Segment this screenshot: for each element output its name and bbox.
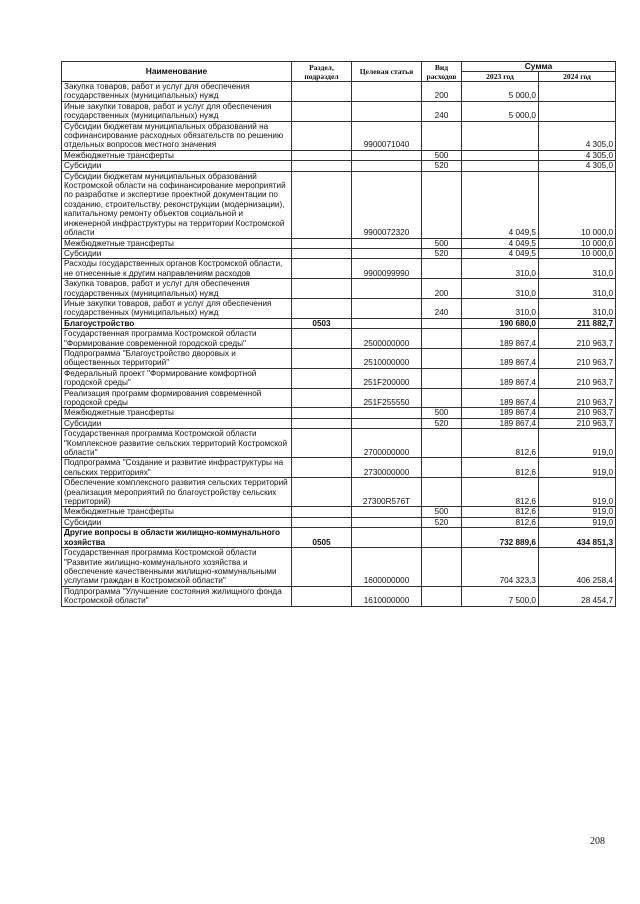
table-row bbox=[62, 517, 616, 527]
row-expense-type bbox=[422, 171, 462, 238]
row-section: 0503 bbox=[292, 318, 352, 328]
row-target-article bbox=[352, 418, 422, 428]
row-sum-2024: 210 963,7 bbox=[539, 418, 616, 428]
row-sum-2023: 189 867,4 bbox=[462, 388, 539, 408]
row-section bbox=[292, 507, 352, 517]
row-sum-2024: 210 963,7 bbox=[539, 348, 616, 368]
row-name: Межбюджетные трансферты bbox=[62, 507, 292, 517]
row-section bbox=[292, 121, 352, 150]
table-row bbox=[62, 259, 616, 279]
row-sum-2023: 4 049,5 bbox=[462, 248, 539, 258]
header-expense-type: Вид расходов bbox=[422, 62, 462, 82]
row-name: Иные закупки товаров, работ и услуг для обеспечения государственных (муниципальных) нужд bbox=[62, 101, 292, 121]
row-target-article bbox=[352, 528, 422, 548]
table-row bbox=[62, 548, 616, 587]
table-row bbox=[62, 528, 616, 548]
table-row bbox=[62, 298, 616, 318]
table-row bbox=[62, 238, 616, 248]
row-expense-type: 240 bbox=[422, 101, 462, 121]
row-sum-2023: 812,6 bbox=[462, 517, 539, 527]
row-section bbox=[292, 248, 352, 258]
row-name: Расходы государственных органов Костромской области, не отнесенные к другим направлениям расходов bbox=[62, 259, 292, 279]
row-sum-2023: 4 049,5 bbox=[462, 171, 539, 238]
row-sum-2024: 28 454,7 bbox=[539, 586, 616, 606]
row-sum-2024: 4 305,0 bbox=[539, 161, 616, 171]
table-row bbox=[62, 418, 616, 428]
row-expense-type: 500 bbox=[422, 408, 462, 418]
row-target-article bbox=[352, 101, 422, 121]
row-name: Субсидии bbox=[62, 161, 292, 171]
row-name: Субсидии бюджетам муниципальных образований на софинансирование расходных обязательств по решению отдельных вопросов местного значения bbox=[62, 121, 292, 150]
row-name: Благоустройство bbox=[62, 318, 292, 328]
table-row bbox=[62, 121, 616, 150]
row-section bbox=[292, 548, 352, 587]
row-sum-2024: 434 851,3 bbox=[539, 528, 616, 548]
table-row bbox=[62, 586, 616, 606]
row-target-article: 1600000000 bbox=[352, 548, 422, 587]
row-sum-2023: 310,0 bbox=[462, 298, 539, 318]
row-sum-2024: 210 963,7 bbox=[539, 408, 616, 418]
row-target-article: 251F200000 bbox=[352, 368, 422, 388]
row-sum-2024: 406 258,4 bbox=[539, 548, 616, 587]
row-expense-type bbox=[422, 368, 462, 388]
row-sum-2024: 10 000,0 bbox=[539, 248, 616, 258]
row-expense-type bbox=[422, 121, 462, 150]
row-name: Государственная программа Костромской области "Развитие жилищно-коммунального хозяйства и обеспечение качественными жилищно-коммунальными услугами граждан в Костромской области" bbox=[62, 548, 292, 587]
row-section bbox=[292, 238, 352, 248]
row-target-article: 1610000000 bbox=[352, 586, 422, 606]
row-name: Иные закупки товаров, работ и услуг для обеспечения государственных (муниципальных) нужд bbox=[62, 298, 292, 318]
row-expense-type: 200 bbox=[422, 82, 462, 102]
row-sum-2023: 310,0 bbox=[462, 259, 539, 279]
table-row bbox=[62, 161, 616, 171]
row-name: Закупка товаров, работ и услуг для обеспечения государственных (муниципальных) нужд bbox=[62, 82, 292, 102]
row-target-article bbox=[352, 279, 422, 299]
row-expense-type: 200 bbox=[422, 279, 462, 299]
row-sum-2024: 4 305,0 bbox=[539, 121, 616, 150]
row-sum-2023: 732 889,6 bbox=[462, 528, 539, 548]
row-name: Реализация программ формирования современной городской среды bbox=[62, 388, 292, 408]
row-target-article: 27300R576T bbox=[352, 478, 422, 507]
row-sum-2023: 7 500,0 bbox=[462, 586, 539, 606]
row-sum-2023: 812,6 bbox=[462, 429, 539, 458]
row-expense-type: 520 bbox=[422, 517, 462, 527]
row-section bbox=[292, 150, 352, 160]
row-target-article bbox=[352, 161, 422, 171]
row-sum-2024: 919,0 bbox=[539, 478, 616, 507]
row-expense-type bbox=[422, 348, 462, 368]
row-name: Межбюджетные трансферты bbox=[62, 150, 292, 160]
row-sum-2024: 210 963,7 bbox=[539, 329, 616, 349]
table-row bbox=[62, 82, 616, 102]
table-row bbox=[62, 101, 616, 121]
table-row bbox=[62, 368, 616, 388]
row-sum-2024: 310,0 bbox=[539, 298, 616, 318]
table-row bbox=[62, 279, 616, 299]
table-row bbox=[62, 478, 616, 507]
row-name: Субсидии bbox=[62, 248, 292, 258]
table-row bbox=[62, 458, 616, 478]
row-target-article bbox=[352, 248, 422, 258]
row-section bbox=[292, 368, 352, 388]
row-sum-2023: 5 000,0 bbox=[462, 82, 539, 102]
row-sum-2023: 189 867,4 bbox=[462, 348, 539, 368]
row-sum-2023: 189 867,4 bbox=[462, 418, 539, 428]
row-target-article: 2730000000 bbox=[352, 458, 422, 478]
row-name: Межбюджетные трансферты bbox=[62, 238, 292, 248]
budget-table-container bbox=[61, 61, 616, 607]
row-section bbox=[292, 418, 352, 428]
row-expense-type bbox=[422, 388, 462, 408]
row-sum-2023: 5 000,0 bbox=[462, 101, 539, 121]
row-sum-2024 bbox=[539, 101, 616, 121]
row-expense-type: 520 bbox=[422, 161, 462, 171]
row-target-article: 2510000000 bbox=[352, 348, 422, 368]
row-section bbox=[292, 517, 352, 527]
row-sum-2023: 812,6 bbox=[462, 507, 539, 517]
row-sum-2024: 211 882,7 bbox=[539, 318, 616, 328]
row-sum-2024: 310,0 bbox=[539, 259, 616, 279]
row-sum-2023: 812,6 bbox=[462, 458, 539, 478]
row-sum-2023: 189 867,4 bbox=[462, 368, 539, 388]
row-expense-type: 500 bbox=[422, 238, 462, 248]
row-section bbox=[292, 408, 352, 418]
row-expense-type bbox=[422, 318, 462, 328]
row-target-article: 2700000000 bbox=[352, 429, 422, 458]
row-sum-2024: 310,0 bbox=[539, 279, 616, 299]
row-sum-2023: 189 867,4 bbox=[462, 329, 539, 349]
budget-table bbox=[61, 61, 616, 607]
row-sum-2023: 4 049,5 bbox=[462, 238, 539, 248]
table-row bbox=[62, 248, 616, 258]
row-sum-2023: 310,0 bbox=[462, 279, 539, 299]
row-target-article bbox=[352, 318, 422, 328]
header-name: Наименование bbox=[62, 62, 292, 82]
row-expense-type bbox=[422, 429, 462, 458]
row-name: Федеральный проект "Формирование комфортной городской среды" bbox=[62, 368, 292, 388]
row-target-article bbox=[352, 408, 422, 418]
row-expense-type: 240 bbox=[422, 298, 462, 318]
table-row bbox=[62, 507, 616, 517]
row-target-article: 2500000000 bbox=[352, 329, 422, 349]
header-sum: Сумма bbox=[462, 62, 616, 72]
table-row bbox=[62, 348, 616, 368]
row-sum-2024: 919,0 bbox=[539, 507, 616, 517]
row-section bbox=[292, 478, 352, 507]
row-section bbox=[292, 329, 352, 349]
row-section bbox=[292, 586, 352, 606]
row-sum-2023: 704 323,3 bbox=[462, 548, 539, 587]
row-sum-2024: 4 305,0 bbox=[539, 150, 616, 160]
row-target-article bbox=[352, 238, 422, 248]
row-sum-2024: 210 963,7 bbox=[539, 368, 616, 388]
row-sum-2024: 919,0 bbox=[539, 517, 616, 527]
row-sum-2023: 189 867,4 bbox=[462, 408, 539, 418]
table-row bbox=[62, 388, 616, 408]
row-section bbox=[292, 429, 352, 458]
table-body bbox=[62, 82, 616, 607]
row-sum-2024: 10 000,0 bbox=[539, 171, 616, 238]
row-section bbox=[292, 101, 352, 121]
row-target-article bbox=[352, 82, 422, 102]
row-name: Субсидии bbox=[62, 517, 292, 527]
table-row bbox=[62, 329, 616, 349]
header-year-2024: 2024 год bbox=[539, 72, 616, 82]
table-row bbox=[62, 150, 616, 160]
table-row bbox=[62, 318, 616, 328]
row-sum-2024 bbox=[539, 82, 616, 102]
row-expense-type: 500 bbox=[422, 150, 462, 160]
row-expense-type bbox=[422, 548, 462, 587]
row-expense-type bbox=[422, 329, 462, 349]
row-name: Подпрограмма "Улучшение состояния жилищного фонда Костромской области" bbox=[62, 586, 292, 606]
row-sum-2024: 10 000,0 bbox=[539, 238, 616, 248]
row-expense-type: 520 bbox=[422, 248, 462, 258]
table-row bbox=[62, 171, 616, 238]
row-target-article bbox=[352, 150, 422, 160]
row-expense-type bbox=[422, 458, 462, 478]
row-expense-type bbox=[422, 528, 462, 548]
row-expense-type: 500 bbox=[422, 507, 462, 517]
row-target-article: 9900099990 bbox=[352, 259, 422, 279]
row-section bbox=[292, 161, 352, 171]
header-year-2023: 2023 год bbox=[462, 72, 539, 82]
row-section: 0505 bbox=[292, 528, 352, 548]
row-name: Другие вопросы в области жилищно-коммунального хозяйства bbox=[62, 528, 292, 548]
row-name: Обеспечение комплексного развития сельских территорий (реализация мероприятий по благоустройству сельских территорий) bbox=[62, 478, 292, 507]
row-section bbox=[292, 388, 352, 408]
row-name: Межбюджетные трансферты bbox=[62, 408, 292, 418]
row-name: Государственная программа Костромской области "Комплексное развитие сельских территорий Костромской области" bbox=[62, 429, 292, 458]
table-row bbox=[62, 429, 616, 458]
row-sum-2023 bbox=[462, 121, 539, 150]
row-target-article bbox=[352, 298, 422, 318]
row-name: Субсидии bbox=[62, 418, 292, 428]
row-target-article: 9900071040 bbox=[352, 121, 422, 150]
header-target: Целевая статья bbox=[352, 62, 422, 82]
row-section bbox=[292, 279, 352, 299]
row-name: Государственная программа Костромской области "Формирование современной городской среды" bbox=[62, 329, 292, 349]
row-expense-type bbox=[422, 586, 462, 606]
row-expense-type: 520 bbox=[422, 418, 462, 428]
row-section bbox=[292, 298, 352, 318]
row-sum-2023 bbox=[462, 161, 539, 171]
row-target-article bbox=[352, 517, 422, 527]
row-name: Подпрограмма "Создание и развитие инфраструктуры на сельских территориях" bbox=[62, 458, 292, 478]
row-target-article: 251F255550 bbox=[352, 388, 422, 408]
row-sum-2024: 919,0 bbox=[539, 458, 616, 478]
row-section bbox=[292, 458, 352, 478]
row-section bbox=[292, 259, 352, 279]
row-section bbox=[292, 82, 352, 102]
row-section bbox=[292, 171, 352, 238]
row-expense-type bbox=[422, 478, 462, 507]
header-section: Раздел, подраздел bbox=[292, 62, 352, 82]
row-name: Закупка товаров, работ и услуг для обеспечения государственных (муниципальных) нужд bbox=[62, 279, 292, 299]
row-sum-2023 bbox=[462, 150, 539, 160]
row-expense-type bbox=[422, 259, 462, 279]
row-target-article: 9900072320 bbox=[352, 171, 422, 238]
row-target-article bbox=[352, 507, 422, 517]
row-sum-2023: 190 680,0 bbox=[462, 318, 539, 328]
row-sum-2024: 919,0 bbox=[539, 429, 616, 458]
row-name: Подпрограмма "Благоустройство дворовых и общественных территорий" bbox=[62, 348, 292, 368]
page-number: 208 bbox=[590, 836, 605, 847]
table-row bbox=[62, 408, 616, 418]
row-section bbox=[292, 348, 352, 368]
row-sum-2023: 812,6 bbox=[462, 478, 539, 507]
row-sum-2024: 210 963,7 bbox=[539, 388, 616, 408]
row-name: Субсидии бюджетам муниципальных образований Костромской области на софинансирование мероприятий по разработке и экспертизе проектной документации по созданию, строительству, реконструкции (модернизации), капитальному ремонту объектов социальной и инженерной инфраструктуры на территории Костромской области bbox=[62, 171, 292, 238]
